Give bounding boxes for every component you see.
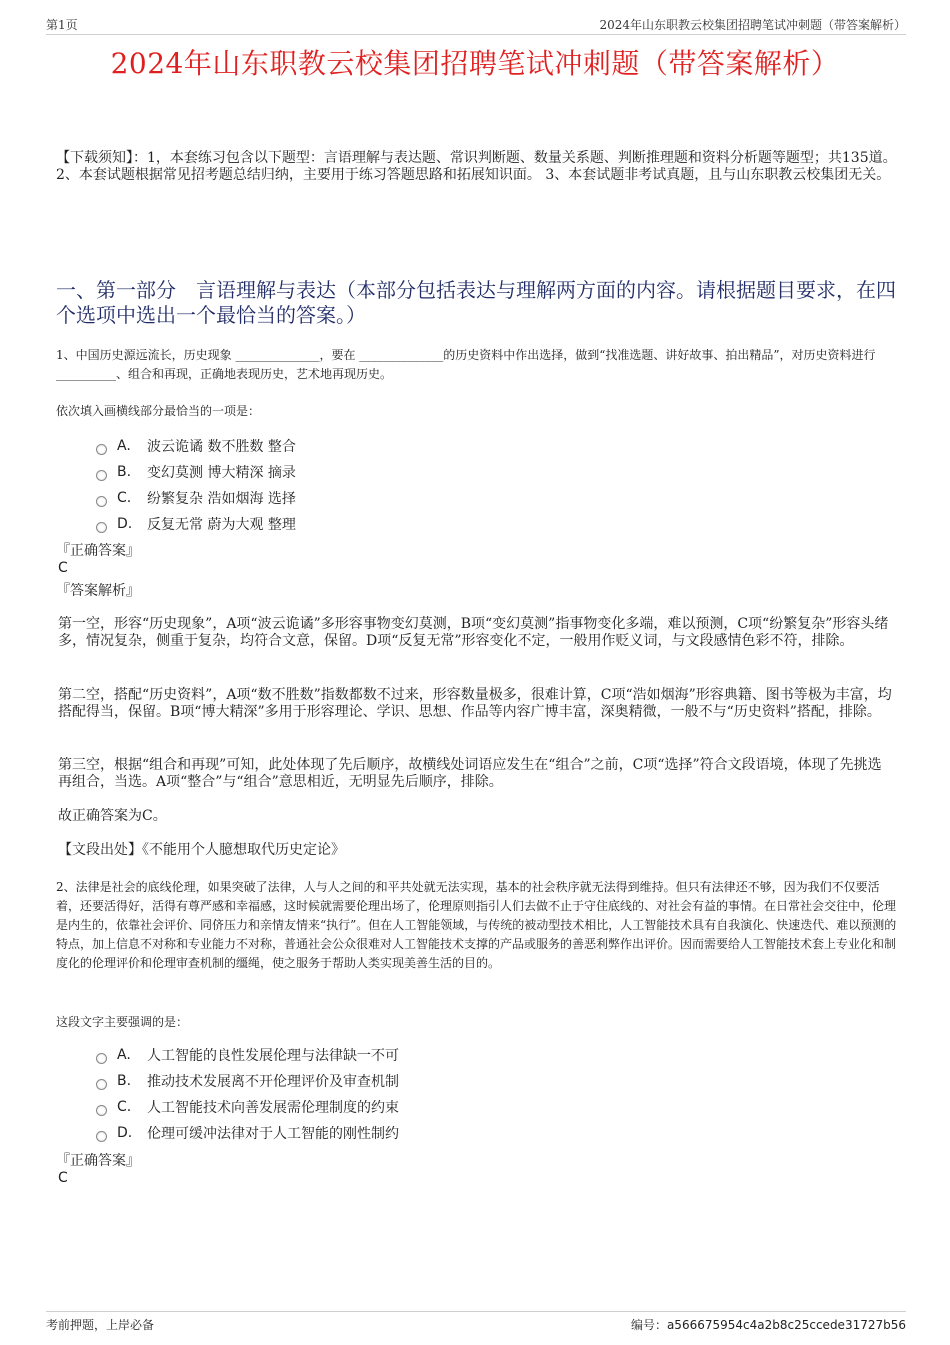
analysis-paragraph: 第一空，形容“历史现象”，A项“波云诡谲”多形容事物变幻莫测，B项“变幻莫测”指事物变化多端，难以预测，C项“纷繁复杂”形容头绪多，情况复杂，侧重于复杂，均符合文意，保留。D项“反复无常”形容变化不定，一般用作贬义词，与文段感情色彩不符，排除。 bbox=[58, 616, 889, 649]
page-header bbox=[46, 14, 906, 35]
option-text: 人工智能技术向善发展需伦理制度的约束 bbox=[147, 1100, 399, 1116]
question-1-text: 1、中国历史源远流长，历史现象 ______________，要在 ______________的历史资料中作出选择，做到“找准选题、讲好故事、拍出精品”，对历史资料进行 __________、组合和再现，正确地表现历史，艺术地再现历史。 bbox=[56, 348, 876, 381]
option-text: 推动技术发展离不开伦理评价及审查机制 bbox=[147, 1074, 399, 1090]
question-2-answer-label: 『正确答案』 bbox=[56, 1153, 140, 1169]
question-1-option-a[interactable]: A. 波云诡谲 数不胜数 整合 bbox=[96, 433, 296, 459]
analysis-paragraph: 第二空，搭配“历史资料”，A项“数不胜数”指数都数不过来，形容数量极多，很难计算，C项“浩如烟海”形容典籍、图书等极为丰富，均搭配得当，保留。B项“博大精深”多用于形容理论、学识、思想、作品等内容广博丰富，深奥精微，一般不与“历史资料”搭配，排除。 bbox=[58, 687, 892, 720]
option-text: 伦理可缓冲法律对于人工智能的刚性制约 bbox=[147, 1126, 399, 1142]
footer-code: 编号：a566675954c4a2b8c25ccede31727b56 bbox=[630, 1318, 906, 1332]
radio-icon[interactable] bbox=[96, 1131, 107, 1142]
question-1-options bbox=[96, 433, 296, 537]
analysis-paragraph: 第三空，根据“组合和再现”可知，此处体现了先后顺序，故横线处词语应发生在“组合”之前，C项“选择”符合文段语境，体现了先挑选再组合，当选。A项“整合”与“组合”意思相近，无明显先后顺序，排除。 bbox=[58, 757, 882, 790]
option-text: 纷繁复杂 浩如烟海 选择 bbox=[147, 491, 296, 507]
question-2-prompt: 这段文字主要强调的是： bbox=[56, 1015, 189, 1029]
question-2-answer: C bbox=[58, 1170, 68, 1186]
download-notice: 【下载须知】：1，本套练习包含以下题型：言语理解与表达题、常识判断题、数量关系题、判断推理题和资料分析题等题型；共135道。 2、本套试题根据常见招考题总结归纳，主要用于练习答题思路和拓展知识面。 3、本套试题非考试真题，且与山东职教云校集团无关。 bbox=[56, 150, 897, 183]
option-text: 变幻莫测 博大精深 摘录 bbox=[147, 465, 296, 481]
question-1-option-c[interactable]: C. 纷繁复杂 浩如烟海 选择 bbox=[96, 485, 296, 511]
page-number: 第1页 bbox=[46, 18, 78, 32]
radio-icon[interactable] bbox=[96, 470, 107, 481]
question-1-option-b[interactable]: B. 变幻莫测 博大精深 摘录 bbox=[96, 459, 296, 485]
question-1-analysis-label: 『答案解析』 bbox=[56, 583, 140, 599]
question-2-options bbox=[96, 1042, 399, 1146]
page-title: 2024年山东职教云校集团招聘笔试冲刺题（带答案解析） bbox=[110, 47, 840, 80]
question-2-option-c[interactable]: C. 人工智能技术向善发展需伦理制度的约束 bbox=[96, 1094, 399, 1120]
question-1-prompt: 依次填入画横线部分最恰当的一项是： bbox=[56, 404, 261, 418]
question-2-option-d[interactable]: D. 伦理可缓冲法律对于人工智能的刚性制约 bbox=[96, 1120, 399, 1146]
radio-icon[interactable] bbox=[96, 496, 107, 507]
option-text: 人工智能的良性发展伦理与法律缺一不可 bbox=[147, 1048, 399, 1064]
radio-icon[interactable] bbox=[96, 444, 107, 455]
radio-icon[interactable] bbox=[96, 522, 107, 533]
question-1-answer-label: 『正确答案』 bbox=[56, 543, 140, 559]
radio-icon[interactable] bbox=[96, 1053, 107, 1064]
question-1-option-d[interactable]: D. 反复无常 蔚为大观 整理 bbox=[96, 511, 296, 537]
option-text: 波云诡谲 数不胜数 整合 bbox=[147, 439, 296, 455]
question-2-text: 2、法律是社会的底线伦理，如果突破了法律，人与人之间的和平共处就无法实现，基本的社会秩序就无法得到维持。但只有法律还不够，因为我们不仅要活着，还要活得好，活得有尊严感和幸福感，这时候就需要伦理出场了，伦理原则指引人们去做不止于守住底线的、对社会有益的事情。在日常社会交往中，伦理是内生的，依靠社会评价、同侪压力和亲情友情来“执行”。但在人工智能领域，与传统的被动型技术相比，人工智能技术具有自我演化、快速迭代、难以预测的特点，加上信息不对称和专业能力不对称，普通社会公众很难对人工智能技术支撑的产品或服务的善恶利弊作出评价。因而需要给人工智能技术套上专业化和制度化的伦理评价和伦理审查机制的缰绳，使之服务于帮助人类实现美善生活的目的。 bbox=[56, 880, 897, 970]
radio-icon[interactable] bbox=[96, 1105, 107, 1116]
source-citation: 【文段出处】《不能用个人臆想取代历史定论》 bbox=[58, 842, 345, 858]
question-2-option-a[interactable]: A. 人工智能的良性发展伦理与法律缺一不可 bbox=[96, 1042, 399, 1068]
question-2-option-b[interactable]: B. 推动技术发展离不开伦理评价及审查机制 bbox=[96, 1068, 399, 1094]
section-heading: 一、第一部分 言语理解与表达（本部分包括表达与理解两方面的内容。请根据题目要求，在四个选项中选出一个最恰当的答案。） bbox=[56, 278, 896, 327]
question-1-answer: C bbox=[58, 560, 68, 576]
radio-icon[interactable] bbox=[96, 1079, 107, 1090]
option-text: 反复无常 蔚为大观 整理 bbox=[147, 517, 296, 533]
page-footer bbox=[46, 1311, 906, 1336]
footer-slogan: 考前押题，上岸必备 bbox=[46, 1318, 155, 1332]
analysis-conclusion: 故正确答案为C。 bbox=[58, 808, 167, 824]
header-doc-title: 2024年山东职教云校集团招聘笔试冲刺题（带答案解析） bbox=[599, 18, 906, 32]
